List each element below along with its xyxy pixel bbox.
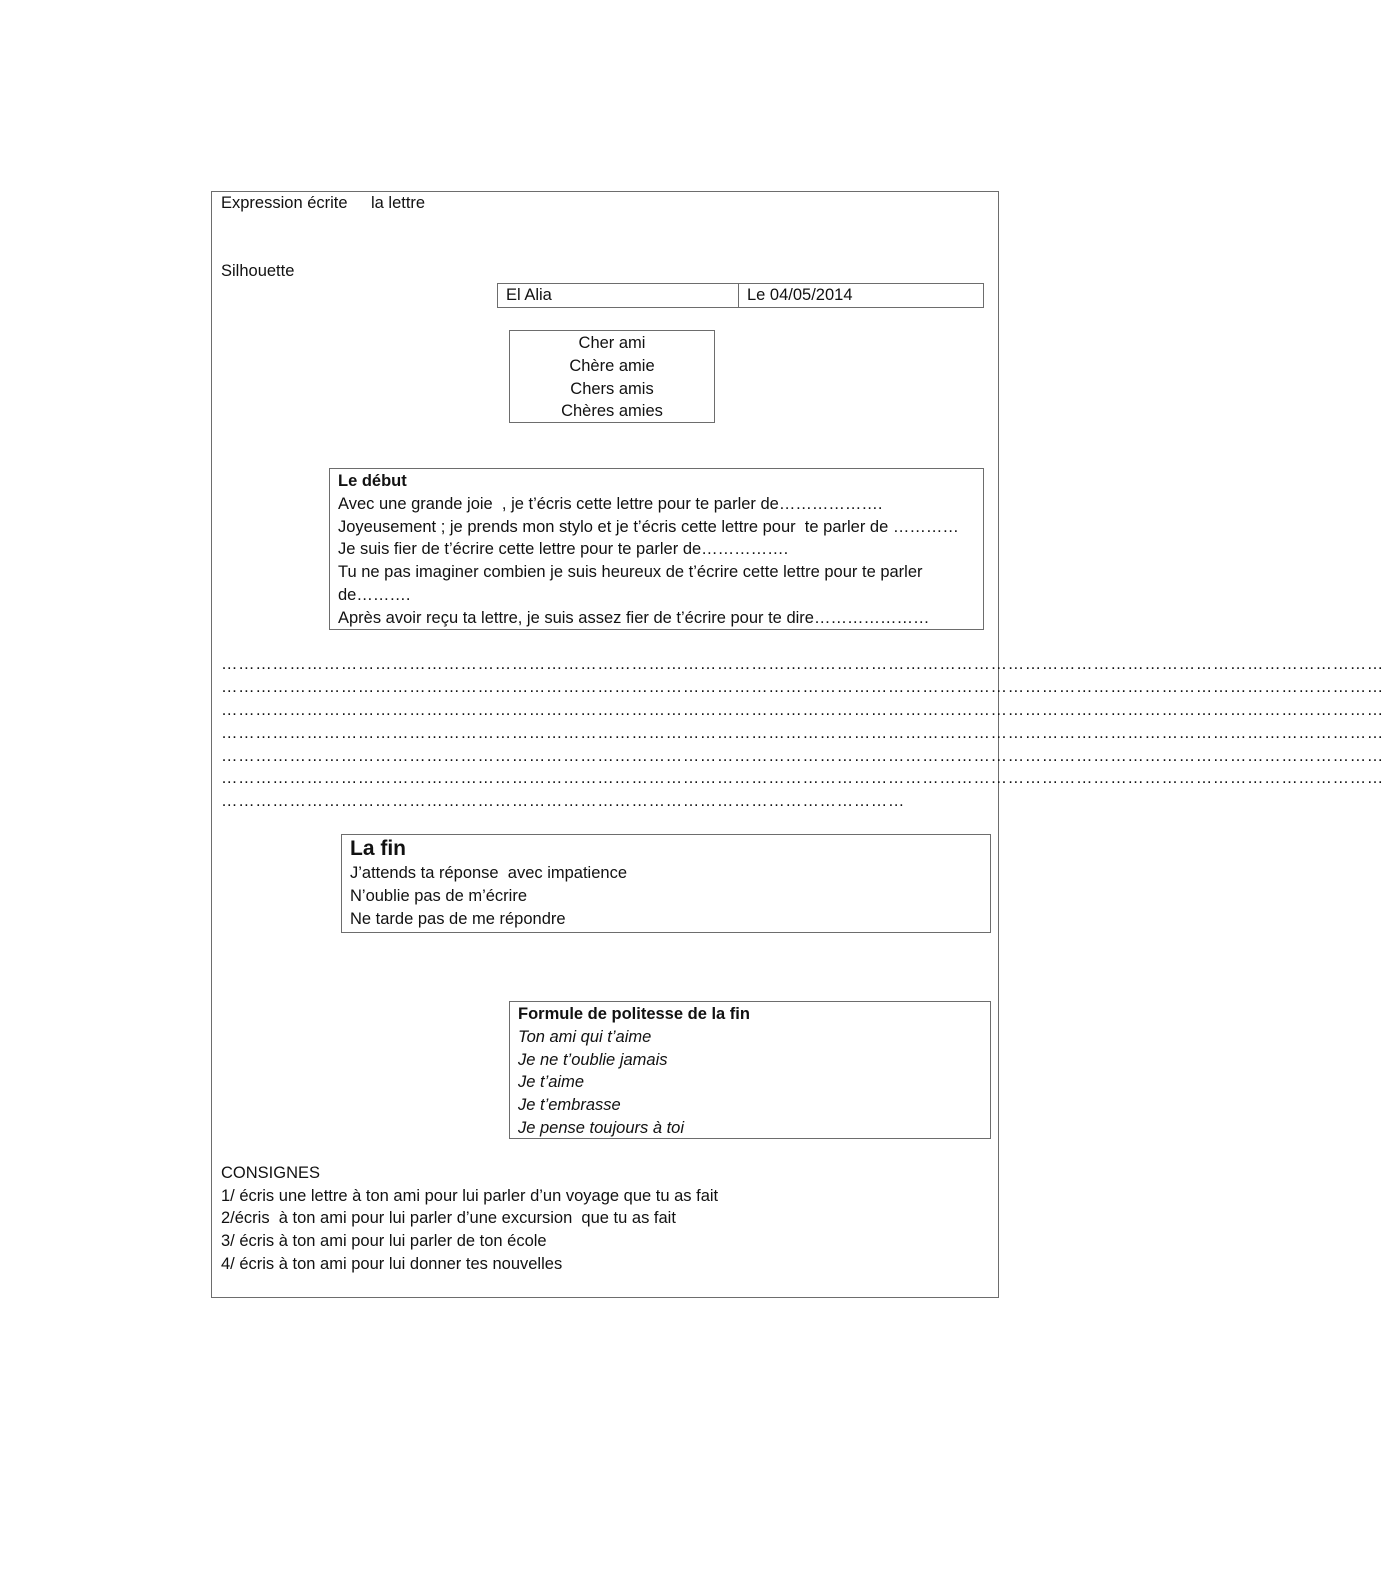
- consignes-heading: CONSIGNES: [221, 1164, 321, 1182]
- writing-line: ……………………………………………………………………………………………………………………………………………………………………………………: [221, 769, 1384, 787]
- consigne-item: 1/ écris une lettre à ton ami pour lui parler d’un voyage que tu as fait: [221, 1187, 719, 1205]
- document-title: Expression écrite: [221, 194, 348, 212]
- fin-heading: La fin: [350, 837, 406, 860]
- fin-line: J’attends ta réponse avec impatience: [350, 864, 627, 882]
- fin-box: [341, 834, 991, 933]
- debut-line: Joyeusement ; je prends mon stylo et je t’écris cette lettre pour te parler de …………: [338, 517, 959, 536]
- consigne-item: 2/écris à ton ami pour lui parler d’une excursion que tu as fait: [221, 1209, 676, 1227]
- greeting-item: Chère amie: [569, 356, 655, 375]
- debut-line: Avec une grande joie , je t’écris cette lettre pour te parler de……………….: [338, 494, 883, 513]
- fin-line: Ne tarde pas de me répondre: [350, 909, 566, 928]
- politesse-line: Je ne t’oublie jamais: [518, 1050, 668, 1069]
- date-cell: Le 04/05/2014: [747, 286, 853, 304]
- writing-line: ……………………………………………………………………………………………………………………………………………………………………………………: [221, 724, 1384, 742]
- writing-line-last: …………………………………………………………………………………………………………: [221, 792, 905, 810]
- debut-line: Après avoir reçu ta lettre, je suis assez fier de t’écrire pour te dire…………………: [338, 608, 930, 627]
- place-cell: El Alia: [498, 284, 739, 307]
- document-topic: la lettre: [371, 194, 426, 212]
- writing-line: ……………………………………………………………………………………………………………………………………………………………………………………: [221, 678, 1384, 696]
- politesse-line: Je pense toujours à toi: [518, 1118, 685, 1137]
- politesse-line: Je t’embrasse: [518, 1096, 621, 1115]
- writing-line: ……………………………………………………………………………………………………………………………………………………………………………………: [221, 747, 1384, 765]
- place-date-table: [497, 283, 984, 308]
- silhouette-label: Silhouette: [221, 262, 295, 280]
- debut-line: de……….: [338, 585, 411, 604]
- politesse-heading: Formule de politesse de la fin: [518, 1005, 750, 1023]
- greeting-item: Chers amis: [570, 379, 654, 398]
- writing-line: ……………………………………………………………………………………………………………………………………………………………………………………: [221, 655, 1384, 673]
- debut-line: Je suis fier de t’écrire cette lettre pour te parler de…………….: [338, 540, 789, 559]
- greeting-item: Chères amies: [561, 402, 663, 421]
- greeting-box: [509, 330, 715, 423]
- politesse-line: Je t’aime: [518, 1073, 585, 1092]
- debut-line: Tu ne pas imaginer combien je suis heureux de t’écrire cette lettre pour te parler: [338, 563, 923, 582]
- politesse-box: [509, 1001, 991, 1139]
- greeting-item: Cher ami: [578, 334, 646, 352]
- fin-line: N’oublie pas de m’écrire: [350, 886, 527, 905]
- consigne-item: 4/ écris à ton ami pour lui donner tes nouvelles: [221, 1255, 563, 1273]
- writing-line: ……………………………………………………………………………………………………………………………………………………………………………………: [221, 701, 1384, 719]
- consigne-item: 3/ écris à ton ami pour lui parler de ton école: [221, 1232, 547, 1250]
- debut-heading: Le début: [338, 472, 407, 490]
- politesse-line: Ton ami qui t’aime: [518, 1027, 652, 1046]
- debut-box: [329, 468, 984, 630]
